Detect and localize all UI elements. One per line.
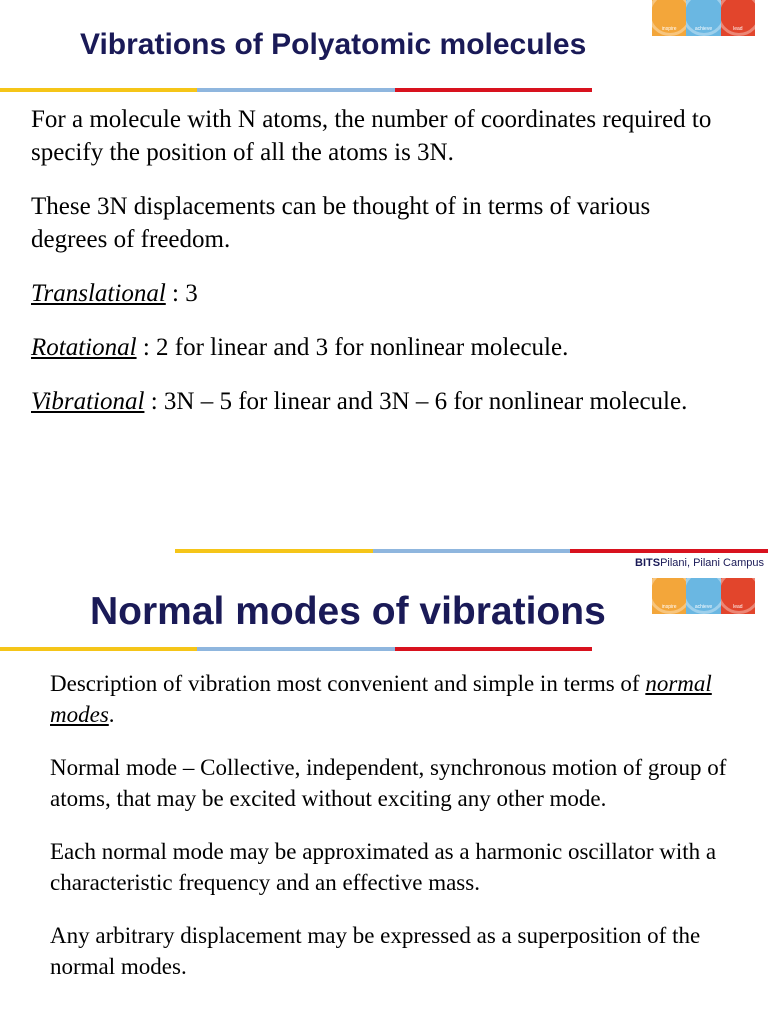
slide-title: Vibrations of Polyatomic molecules <box>80 28 587 61</box>
footer-brand-rest: Pilani, Pilani Campus <box>660 557 764 569</box>
translational-line <box>31 277 731 310</box>
slide-normal-modes <box>0 548 768 1024</box>
footer-stripe <box>175 549 768 553</box>
logo-block-orange <box>652 578 686 614</box>
translational-term: Translational <box>31 280 166 307</box>
vibrational-value: : 3N – 5 for linear and 3N – 6 for nonlinear molecule. <box>144 388 688 415</box>
title-underline-stripe <box>0 88 592 92</box>
logo-word-inspire: inspire <box>661 604 677 610</box>
footer-campus-label <box>635 557 764 569</box>
slide-title: Normal modes of vibrations <box>90 590 606 633</box>
paragraph-harmonic-oscillator: Each normal mode may be approximated as a harmonic oscillator with a characteristic frequency and an effective mass. <box>50 839 717 895</box>
rotational-line <box>31 331 731 364</box>
vibrational-term: Vibrational <box>31 388 145 415</box>
logo-block-blue <box>686 0 720 36</box>
paragraph-normal-mode-definition: Normal mode – Collective, independent, synchronous motion of group of atoms, that may be excited without exciting any other mode. <box>50 755 727 811</box>
slide-body <box>50 668 740 1004</box>
translational-value: : 3 <box>165 280 198 307</box>
rotational-value: : 2 for linear and 3 for nonlinear molecule. <box>136 334 569 361</box>
bits-logo <box>652 578 755 614</box>
footer-brand-bold: BITS <box>635 557 661 569</box>
slide-body <box>31 103 731 439</box>
normal-modes-term: normal modes <box>50 671 712 727</box>
bits-logo <box>652 0 755 36</box>
logo-block-blue <box>686 578 720 614</box>
title-underline-stripe <box>0 647 592 651</box>
logo-word-lead: lead <box>733 26 743 32</box>
description-text: Description of vibration most convenient and simple in terms of <box>50 671 646 696</box>
paragraph-coordinates: For a molecule with N atoms, the number of coordinates required to specify the position of all the atoms is 3N. <box>31 106 712 166</box>
logo-word-lead: lead <box>733 604 743 610</box>
logo-block-red <box>721 578 755 614</box>
vibrational-line <box>31 385 731 418</box>
paragraph-degrees-of-freedom: These 3N displacements can be thought of in terms of various degrees of freedom. <box>31 193 651 253</box>
logo-word-inspire: inspire <box>661 26 677 32</box>
logo-word-achieve: achieve <box>694 26 713 32</box>
rotational-term: Rotational <box>31 334 137 361</box>
logo-block-red <box>721 0 755 36</box>
paragraph-superposition: Any arbitrary displacement may be expressed as a superposition of the normal modes. <box>50 923 701 979</box>
logo-word-achieve: achieve <box>694 604 713 610</box>
logo-block-orange <box>652 0 686 36</box>
paragraph-description <box>50 668 740 730</box>
description-end: . <box>108 702 115 727</box>
